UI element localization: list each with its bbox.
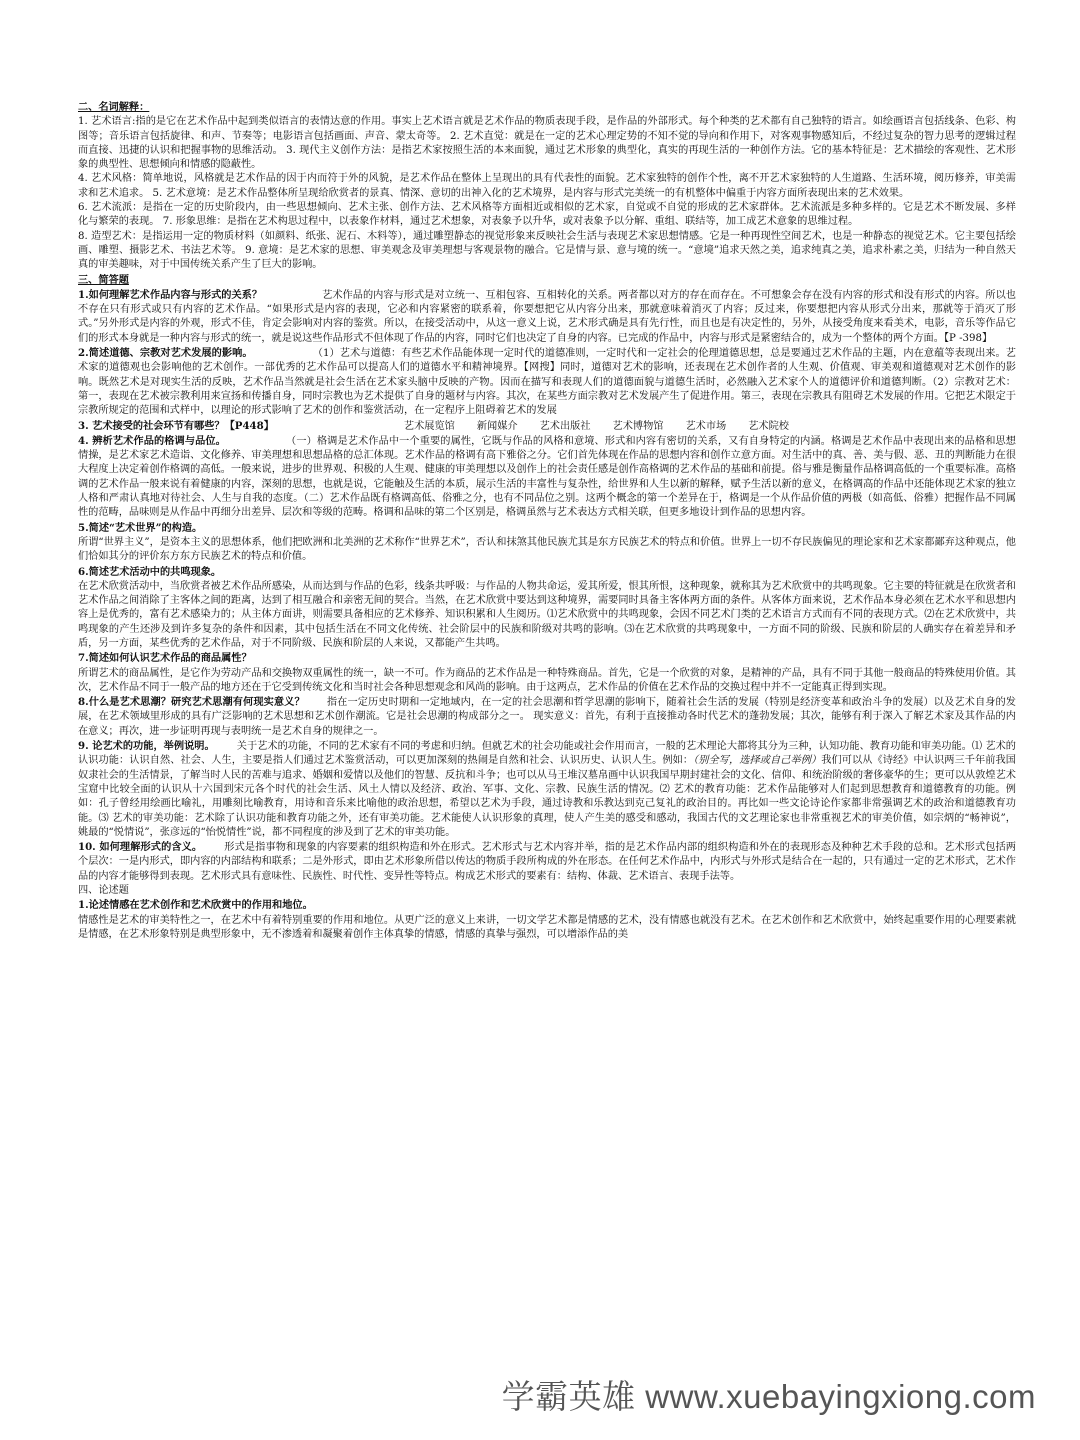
question-title: 4. 辨析艺术作品的格调与品位。 <box>78 434 226 447</box>
question <box>78 565 1016 580</box>
question-title: 1.论述情感在艺术创作和艺术欣赏中的作用和地位。 <box>78 899 313 912</box>
watermark: 学霸英雄 www.xuebayingxiong.com <box>501 1378 1036 1415</box>
question-title: 10. 如何理解形式的含义。 <box>78 841 203 854</box>
list-item: 艺术出版社 <box>539 420 591 432</box>
list-item: 艺术市场 <box>685 420 727 432</box>
answer-text: 所谓艺术的商品属性，是它作为劳动产品和交换物双重属性的统一，缺一不可。作为商品的艺术作品是一种特殊商品。首先，它是一个欣赏的对象，是精神的产品，具有不同于其他一般商品的特殊使用价值。其次，艺术作品不同于一般产品的地方还在于它受到传统文化和当时社会各种思想观念和风尚的影响。由于这两点，艺术作品的价值在艺术作品的交换过程中并不一定能真正得到实现。 <box>78 667 1016 693</box>
question-title: 7.简述如何认识艺术作品的商品属性？ <box>78 652 252 665</box>
section-heading <box>78 100 1016 115</box>
list-item: 新闻媒介 <box>476 420 518 432</box>
term-paragraph: 8. 造型艺术：是指运用一定的物质材料（如颜料、纸张、泥石、木料等），通过雕塑静态的视觉形象来反映社会生活与表现艺术家思想情感。它是一种再现性空间艺术，也是一种静态的视觉艺术。它主要包括绘画、雕塑、摄影艺术、书法艺术等。 9. 意境：是艺术家的思想、审美观念及审美理想与客观景物的融合。它是情与景、意与境的统一。“意境”追求天然之美，追求纯真之美，追求朴素之美，归结为一种自然天真的审美趣味，对于中国传统关系产生了巨大的影响。 <box>78 230 1016 271</box>
question <box>78 695 1016 739</box>
question <box>78 898 1016 913</box>
answer-text: 关于艺术的功能，不同的艺术家有不同的考虑和归纳。但就艺术的社会功能或社会作用而言，一般的艺术理论大都将其分为三种，认知功能、教育功能和审美功能。⑴ 艺术的认识功能：认识自然、社会、人生，主要是指人们通过艺术鉴赏活动，可以更加深刻的热闹是自然和社会、认识历史、认识人生。例如： <box>78 741 1016 767</box>
question-title: 8.什么是艺术思潮？研究艺术思潮有何现实意义？ <box>78 696 305 709</box>
term-paragraph: 6. 艺术流派：是指在一定的历史阶段内，由一些思想倾向、艺术主张、创作方法、艺术风格等方面相近或相似的艺术家，自觉或不自觉的形成的艺术家群体。艺术流派是多种多样的。它是艺术不断发展、多样化与繁荣的表现。 7. 形象思维：是指在艺术构思过程中，以表象作材料，通过艺术想象，对表象予以升华，或对表象予以分解、重组、联结等，加工成艺术意象的思维过程。 <box>78 202 1016 228</box>
question <box>78 739 1016 840</box>
term-paragraph: 4. 艺术风格：简单地说，风格就是艺术作品的因于内而符于外的风貌，是艺术作品在整体上呈现出的具有代表性的面貌。艺术家独特的创作个性，离不开艺术家独特的人生道路、生活环境，阅历修养，审美需求和艺术追求。 5. 艺术意境：是艺术作品整体所呈现给欣赏者的景真、情深、意切的出神入化的艺术境界，是内容与形式完美统一的有机整体中偏重于内容方面所表现出来的艺术效果。 <box>78 173 1016 199</box>
list-item: 艺术博物馆 <box>612 420 664 432</box>
question <box>78 419 1016 434</box>
term-paragraph: 1. 艺术语言:指的是它在艺术作品中起到类似语言的表情达意的作用。事实上艺术语言就是艺术作品的物质表现手段，是作品的外部形式。每个种类的艺术都有自己独特的语言。如绘画语言包括线条、色彩、构图等；音乐语言包括旋律、和声、节奏等；电影语言包括画面、声音、蒙太奇等。 2. 艺术直觉：就是在一定的艺术心理定势的不知不觉的导向和作用下，对客观事物感知后，不经过复杂的智力思考的逻辑过程而直接、迅捷的认识和把握事物的思维活动。 3. 现代主义创作方法：是指艺术家按照生活的本来面貌，通过艺术形象的典型化，真实的再现生活的一种创作方法。它的基本特征是：艺术描绘的客观性、艺术形象的典型性、思想倾向和情感的隐蔽性。 <box>78 116 1016 171</box>
answer-text: 形式是指事物和现象的内容要素的组织构造和外在形式。艺术形式与艺术内容并举，指的是艺术作品内部的组织构造和外在的表现形态及种种艺术手段的总和。艺术形式包括两个层次：一是内形式，即内容的内部结构和联系；二是外形式，即由艺术形象所借以传达的物质手段所构成的外在形态。在任何艺术作品中，内形式与外形式是结合在一起的，只有通过一定的艺术形式，艺术作品的内容才能够得到表现。艺术形式具有意味性、民族性、时代性、变异性等特点。构成艺术形式的要素有：结构、体裁、艺术语言、表现手法等。 <box>78 842 1016 882</box>
section-heading <box>78 884 1016 898</box>
answer-text: （1）艺术与道德：有些艺术作品能体现一定时代的道德准则，一定时代和一定社会的伦理道德思想，总是要通过艺术作品的主题，内在意蕴等表现出来。艺术家的道德观也会影响他的艺术创作。一部优秀的艺术作品可以提高人们的道德水平和精神境界。【网搜】同时，道德对艺术的影响，还表现在艺术创作者的人生观、价值观、审美观和道德观对艺术创作的影响。既然艺术是对现实生活的反映，艺术作品当然就是社会生活在艺术家头脑中反映的产物。因而在描写和表现人们的道德面貌与道德生活时，必然融入艺术家个人的道德评价和道德判断。（2）宗教对艺术：第一，表现在艺术被宗教利用来宣扬和传播自身，同时宗教也为艺术提供了自身的题材与内容。其次，在某些方面宗教对艺术发展产生了促进作用。第三，表现在宗教具有阻碍艺术发展的作用。它把艺术限定于宗教所规定的范围和式样中，以理论的形式影响了艺术的创作和鉴赏活动，在一定程序上阻碍着艺术的发展 <box>78 348 1016 417</box>
question <box>78 434 1016 521</box>
question-title: 1.如何理解艺术作品内容与形式的关系？ <box>78 288 263 301</box>
section-title: 三、简答题 <box>78 273 129 286</box>
question <box>78 346 1016 418</box>
question <box>78 840 1016 884</box>
question <box>78 288 1016 346</box>
question <box>78 521 1016 536</box>
answer-text: （一）格调是艺术作品中一个重要的属性，它既与作品的风格和意境、形式和内容有密切的关系，又有自身特定的内涵。格调是艺术作品中表现出来的品格和思想情操，是艺术家艺术造诣、文化修养、审美理想和思想品格的总汇体现。艺术作品的格调有高下雅俗之分。它们首先体现在作品的思想内容和创作立意方面。对生活中的真、善、美与假、恶、丑的判断能力在很大程度上决定着创作格调的高低。一般来说，进步的世界观、积极的人生观、健康的审美理想以及创作上的社会责任感是创作高格调的艺术作品的基础和前提。俗与雅是衡量作品格调高低的一个重要标准。高格调的艺术作品一般来说有着健康的内容，深刻的思想，也就是说，它能触及生活的本质，展示生活的丰富性与复杂性，给世界和人生以新的解释，赋予生活以新的意义，在格调高的作品中还能体现艺术家的独立人格和严肃认真地对待社会、人生与自我的态度。（二）艺术作品既有格调高低、俗雅之分，也有不同品位之别。这两个概念的第一个差异在于，格调是一个从作品价值的两极（如高低、俗雅）把握作品不同属性的范畴，品味则是从作品中再细分出差异、层次和等级的范畴。格调和品味的第二个区别是，格调虽然与艺术表达方式相关联，但更多地设计到作品的思想内容。 <box>78 435 1016 519</box>
question-title: 2.简述道德、宗教对艺术发展的影响。 <box>78 347 253 360</box>
question-title: 6.简述艺术活动中的共鸣现象。 <box>78 565 222 578</box>
question-title: 3. 艺术接受的社会环节有哪些？【P448】 <box>78 419 274 432</box>
answer-text: 情感性是艺术的审美特性之一，在艺术中有着特别重要的作用和地位。从更广泛的意义上来讲，一切文学艺术都是情感的艺术，没有情感也就没有艺术。在艺术创作和艺术欣赏中，始终起重要作用的心理要素就是情感，在艺术形象特别是典型形象中，无不渗透着和凝聚着创作主体真挚的情感，情感的真挚与强烈，可以增添作品的美 <box>78 914 1016 940</box>
section-title: 二、名词解释： <box>78 101 150 113</box>
question-title: 9. 论艺术的功能，举例说明。 <box>78 740 215 753</box>
answer-text: 我们可以从《诗经》中认识两三千年前我国奴隶社会的生活情景，了解当时人民的苦难与追求、婚姻和爱情以及他们的智慧、反抗和斗争；也可以从马王堆汉墓帛画中认识我国早期封建社会的文化、信仰、和统治阶级的奢侈豪华的生；更可以从敦煌艺术宝窟中比较全面的认识从十六国到宋元各个时代的社会生活、风土人情以及经济、政治、军事、文化、宗教、民族生活的情况。⑵ 艺术的教育功能：艺术作品能够对人们起到思想教育和道德教育的功能。例如：孔子曾经用绘画比喻礼，用雕刻比喻教育，用诗和音乐来比喻他的政治思想，希望以艺术为手段，通过诗教和乐教达到克己复礼的政治目的。再比如一些文论诗论作家都非常强调艺术的政治和道德教育功能。⑶ 艺术的审美功能：艺术除了认识功能和教育功能之外，还有审美功能。艺术能使人认识形象的真理，使人产生美的感受和感动，我国古代的文艺理论家也非常重视艺术的审美价值，如宗炳的“畅神说”，姚最的“悦情说”，张彦远的“怡悦情性”说，都不同程度的涉及到了艺术的审美功能。 <box>78 755 1016 838</box>
list-item: 艺术院校 <box>748 420 789 432</box>
answer-text: 所谓“世界主义”，是资本主义的思想体系，他们把欧洲和北美洲的艺术称作“世界艺术”，否认和抹煞其他民族尤其是东方民族艺术的特点和价值。世界上一切不存民族偏见的理论家和艺术家都鄙弃这种观点，他们恰如其分的评价东方东方民族艺术的特点和价值。 <box>78 536 1016 563</box>
answer-text: 指在一定历史时期和一定地域内，在一定的社会思潮和哲学思潮的影响下，随着社会生活的发展（特别是经济变革和政治斗争的发展）以及艺术自身的发展，在艺术领域里形成的具有广泛影响的艺术思想和艺术创作潮流。它是社会思潮的构成部分之一。 现实意义：首先，有利于直接推动各时代艺术的蓬勃发展；其次，能够有利于深入了解艺术家及其作品的内在意义；再次，进一步证明再现与表明统一是艺术自身的规律之一。 <box>78 697 1016 737</box>
question <box>78 651 1016 666</box>
document-page <box>78 100 1016 1390</box>
answer-text: 在艺术欣赏活动中，当欣赏者被艺术作品所感染，从而达到与作品的色彩，线条共呼吸：与作品的人物共命运，爱其所爱，恨其所恨，这种现象，就称其为艺术欣赏中的共鸣现象。它主要的特征就是在欣赏者和艺术作品之间消除了主客体之间的距离，达到了相互融合和亲密无间的契合。当然，在艺术欣赏中要达到这种境界，需要同时具备主客体两方面的条件。从客体方面来说，艺术作品本身必须在艺术水平和思想内容上是优秀的，富有艺术感染力的；从主体方面讲，则需要具备相应的艺术修养、知识积累和人生阅历。⑴艺术欣赏中的共鸣现象，会因不同艺术门类的艺术语言方式而有不同的表现方式。⑵在艺术欣赏中，共鸣现象的产生还涉及到许多复杂的条件和因素，其中包括生活在不同文化传统、社会阶层中的民族和阶级对共鸣的影响。⑶在艺术欣赏的共鸣现象中，一方面不同的阶级、民族和阶层的人确实存在着差异和矛盾，另一方面，某些优秀的艺术作品，对于不同阶级、民族和阶层的人来说，又都能产生共鸣。 <box>78 580 1016 649</box>
list-item: 艺术展览馆 <box>403 420 455 432</box>
note-text: （别全写，选择或自己举例） <box>693 755 822 767</box>
answer-text: 艺术作品的内容与形式是对立统一、互相包容、互相转化的关系。两者都以对方的存在而存在。不可想象会存在没有内容的形式和没有形式的内容。所以也不存在只有形式或只有内容的艺术作品。“如果形式是内容的表现，它必和内容紧密的联系着，你要想把它从内容分出来，那就意味着消灭了内容；反过来，你要想把内容从形式分出来，那就等于消灭了形式。”另外形式是内容的外观，形式不佳，肯定会影响对内容的鉴赏。所以，在接受活动中，从这一意义上说，艺术形式确是具有先行性，而且也是有决定性的，另外，从接受角度来看美术，电影，音乐等作品它们的形式本身就是一种内容与形式的统一，就是说这些作品形式不但体现了作品的内容，同时它们也决定了自身的内容。已完成的作品中，内容与形式是紧密结合的，成为一个整体的两个方面。【P -398】 <box>78 289 1016 344</box>
section-heading <box>78 273 1016 288</box>
section-title: 四、论述题 <box>78 885 129 897</box>
question-title: 5.简述“艺术世界”的构造。 <box>78 521 203 534</box>
